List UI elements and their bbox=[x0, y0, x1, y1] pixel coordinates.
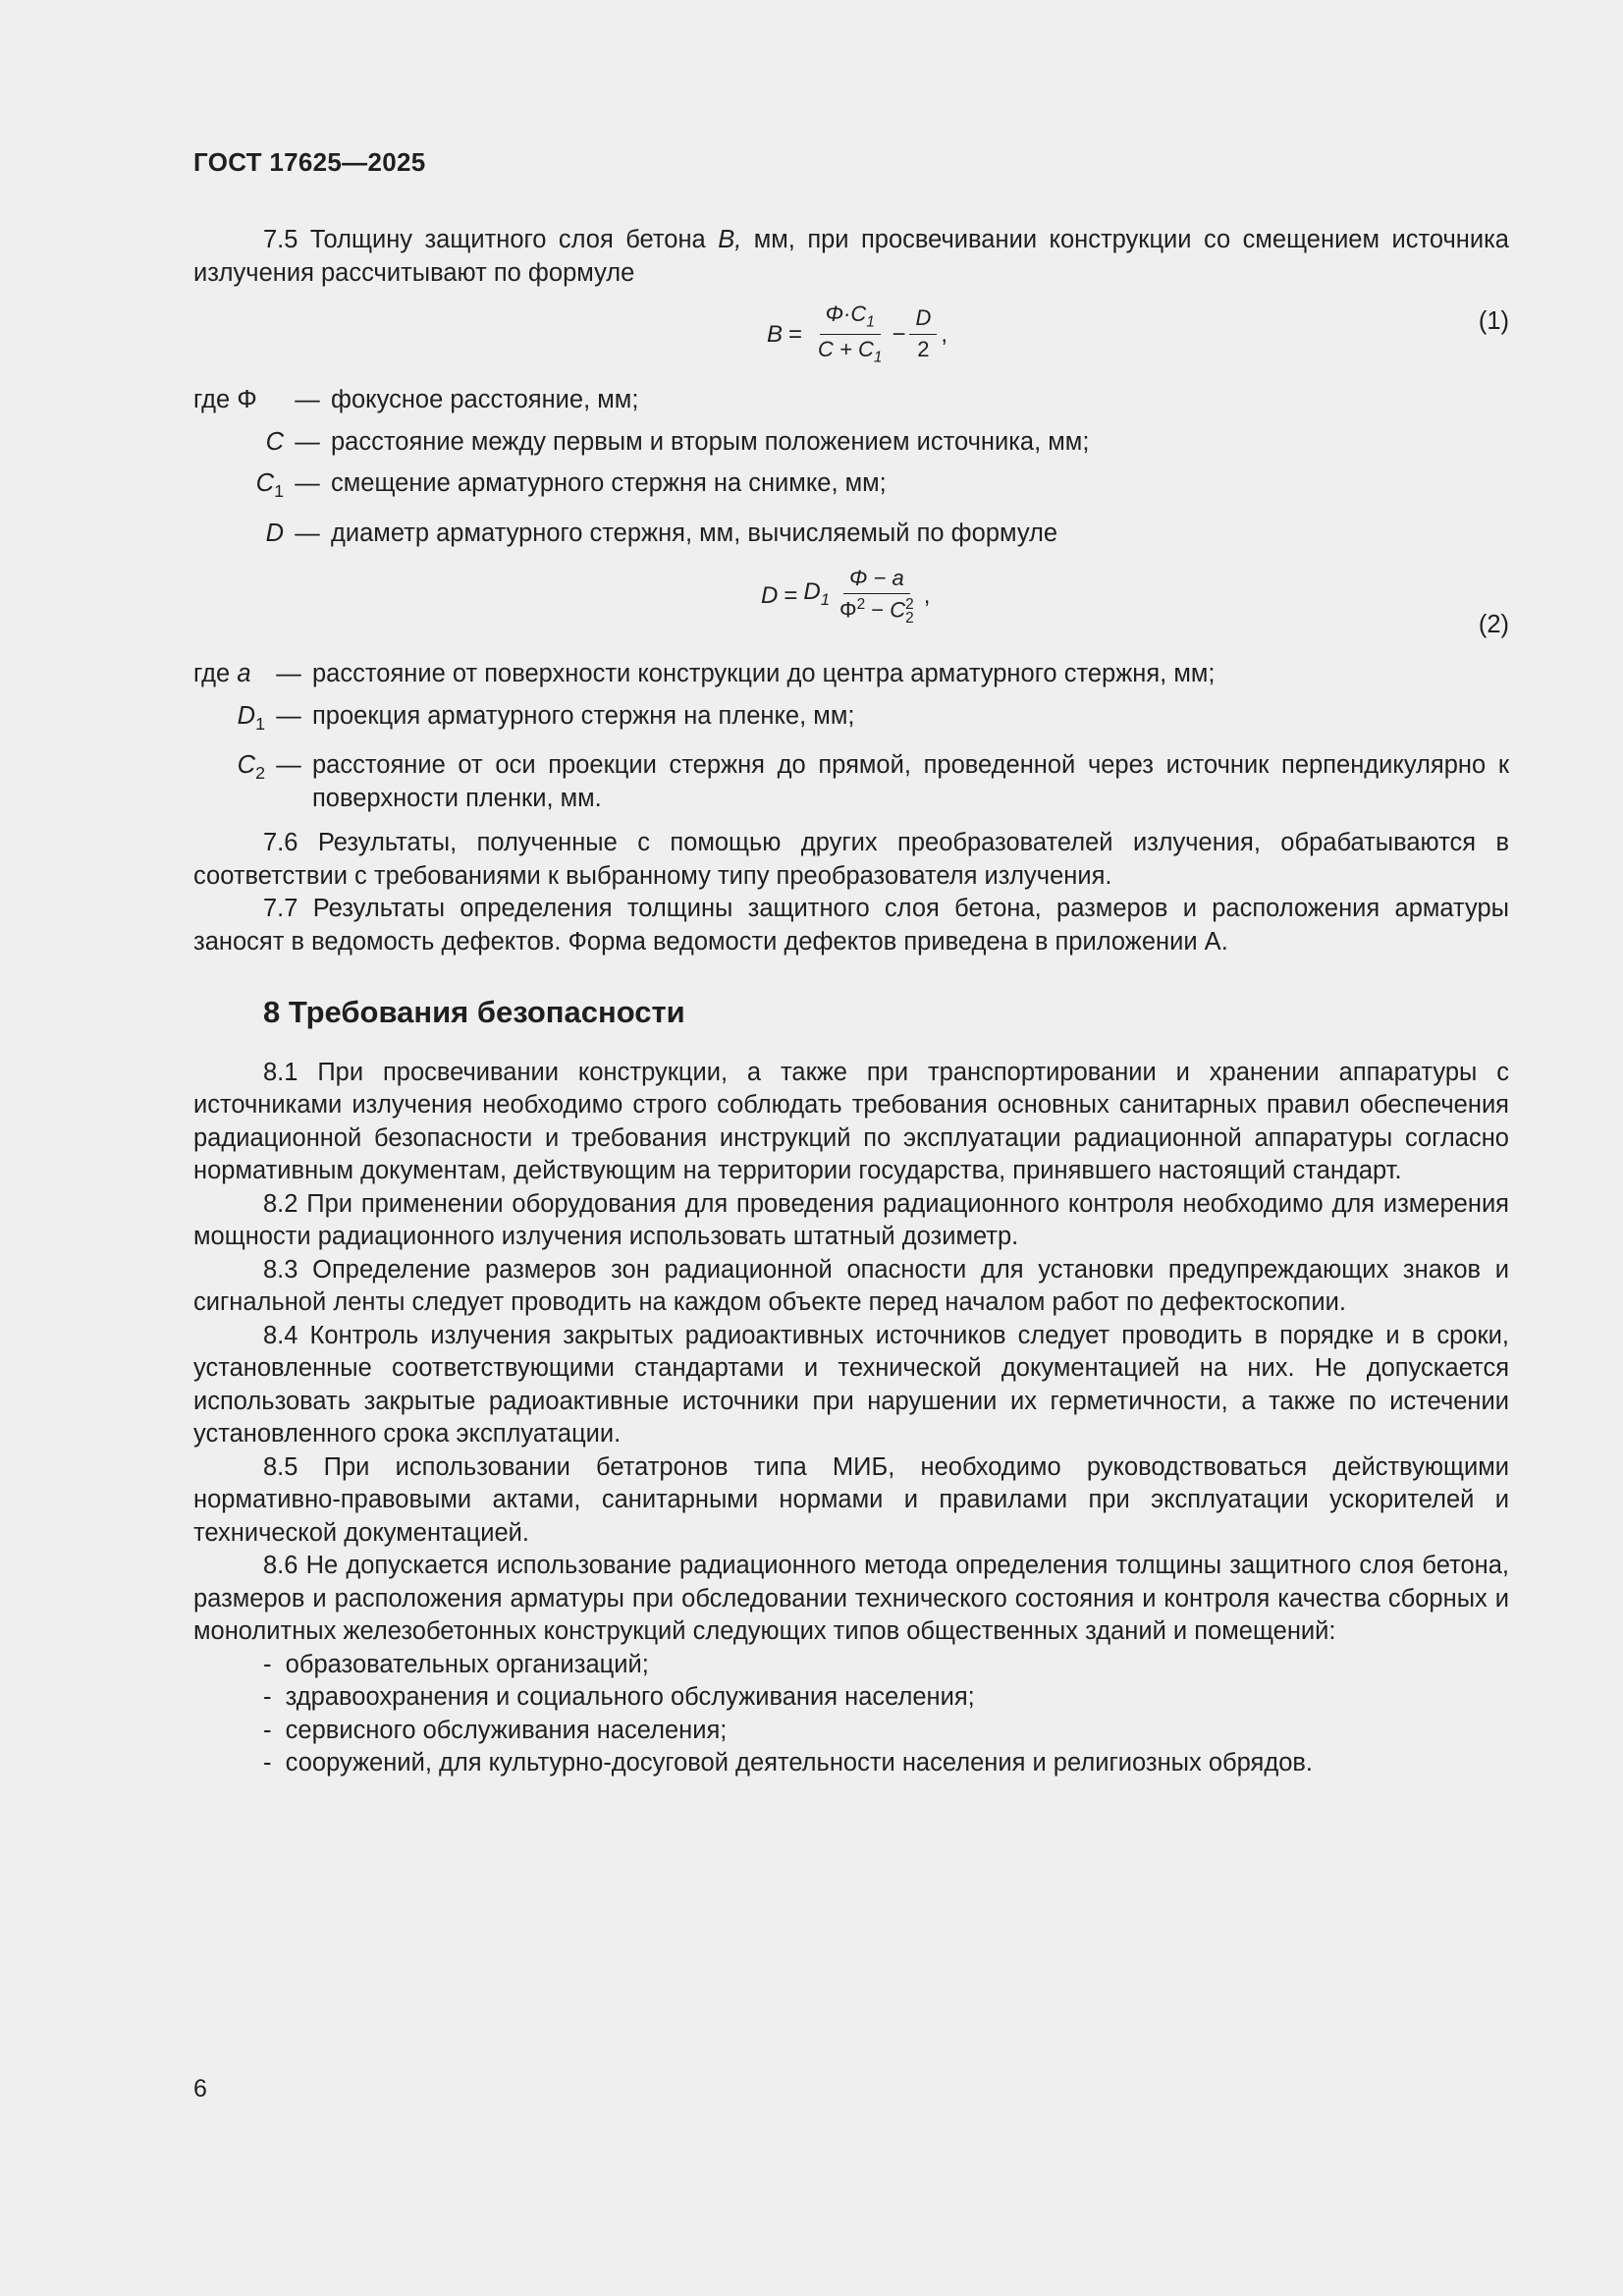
symbol: C bbox=[255, 469, 275, 497]
formula-comma: , bbox=[941, 320, 948, 348]
superscript: 2 bbox=[905, 596, 914, 614]
formula-2 bbox=[761, 566, 930, 626]
formula-factor bbox=[803, 575, 830, 616]
fraction bbox=[812, 301, 888, 367]
where-list-1 bbox=[193, 384, 1509, 550]
where-symbol bbox=[193, 658, 265, 691]
where-description: фокусное расстояние, мм; bbox=[331, 386, 639, 413]
clause-7-7: 7.7 Результаты определения толщины защитного слоя бетона, размеров и расположения арматуры заносят в ведомость дефектов. Форма ведомости дефектов приведена в приложении А. bbox=[193, 895, 1509, 956]
formula-1-row bbox=[193, 290, 1509, 378]
where-symbol bbox=[193, 467, 284, 509]
sub-sup bbox=[905, 598, 914, 626]
standard-code: ГОСТ 17625—2025 bbox=[193, 147, 426, 177]
symbol: D bbox=[237, 701, 256, 730]
denominator-term: Φ bbox=[839, 597, 857, 623]
dash: — bbox=[276, 701, 301, 730]
formula-2-row bbox=[193, 550, 1509, 648]
symbol: C bbox=[265, 427, 284, 456]
dash: — bbox=[276, 660, 301, 688]
page-content bbox=[193, 224, 1509, 1780]
where-symbol bbox=[193, 384, 284, 417]
variable: B, bbox=[718, 226, 742, 253]
fraction bbox=[909, 305, 937, 362]
dash: — bbox=[295, 427, 320, 456]
where-symbol bbox=[193, 426, 284, 460]
subscript: 1 bbox=[866, 313, 875, 331]
equation-number: (1) bbox=[1478, 307, 1509, 335]
subscript: 2 bbox=[255, 763, 265, 784]
equation-number: (2) bbox=[1478, 611, 1509, 639]
subscript: 1 bbox=[274, 481, 284, 502]
symbol: D bbox=[265, 519, 284, 547]
subscript: 1 bbox=[873, 349, 883, 366]
denominator bbox=[834, 594, 920, 625]
numerator-text: Φ·C bbox=[825, 301, 867, 326]
numerator: Φ − a bbox=[843, 566, 910, 594]
minus-sign: − bbox=[892, 320, 906, 348]
where-list-2 bbox=[193, 658, 1509, 815]
subscript: 2 bbox=[905, 610, 914, 627]
minus-sign: − bbox=[865, 597, 891, 623]
clause-text: 7.5 Толщину защитного слоя бетона bbox=[263, 226, 719, 253]
symbol: a bbox=[237, 660, 251, 688]
where-symbol bbox=[193, 700, 265, 741]
where-description: диаметр арматурного стержня, мм, вычисляемый по формуле bbox=[331, 519, 1058, 547]
clause-8-1: 8.1 При просвечивании конструкции, а также при транспортировании и хранении аппаратуры с источниками излучения необходимо строго соблюдать требования основных санитарных правил обеспечения радиационной безопасности и требования инструкций по эксплуатации радиационной аппаратуры согласно нормативным документам, действующим на территории государства, принявшего настоящий стандарт. bbox=[193, 1058, 1509, 1185]
numerator bbox=[820, 301, 881, 335]
superscript: 2 bbox=[856, 596, 866, 614]
numerator: D bbox=[909, 305, 937, 334]
dash: — bbox=[295, 386, 320, 413]
clause-8-4: 8.4 Контроль излучения закрытых радиоактивных источников следует проводить в порядке и в сроки, установленные соответствующими стандартами и технической документацией на них. Не допускается использовать закрытые радиоактивные источники при нарушении их герметичности, а также по истечении установленного срока эксплуатации. bbox=[193, 1321, 1509, 1449]
list-item: - сооружений, для культурно-досуговой деятельности населения и религиозных обрядов. bbox=[263, 1747, 1509, 1780]
subscript: 1 bbox=[820, 589, 831, 609]
denominator: 2 bbox=[917, 336, 930, 361]
where-symbol bbox=[193, 749, 265, 815]
equals-sign: = bbox=[788, 320, 803, 348]
equals-sign: = bbox=[784, 581, 798, 609]
list-item: - сервисного обслуживания населения; bbox=[263, 1715, 1509, 1748]
clause-8-3: 8.3 Определение размеров зон радиационной опасности для установки предупреждающих знаков и сигнальной ленты следует проводить на каждом объекте перед началом работ по дефектоскопии. bbox=[193, 1255, 1509, 1317]
clause-7-6: 7.6 Результаты, полученные с помощью других преобразователей излучения, обрабатываются в соответствии с требованиями к выбранному типу преобразователя излучения. bbox=[193, 829, 1509, 890]
denominator-text: C + C bbox=[818, 336, 874, 361]
where-description: расстояние от поверхности конструкции до центра арматурного стержня, мм; bbox=[312, 660, 1216, 688]
where-description: расстояние между первым и вторым положением источника, мм; bbox=[331, 427, 1090, 456]
symbol: Φ bbox=[237, 386, 257, 413]
building-types-list bbox=[193, 1649, 1509, 1780]
dash: — bbox=[295, 469, 320, 497]
formula-comma: , bbox=[923, 581, 931, 609]
denominator-term: C bbox=[890, 597, 906, 623]
formula-lhs: D bbox=[761, 581, 779, 609]
where-prefix: где bbox=[193, 386, 238, 413]
formula-1 bbox=[767, 301, 947, 367]
where-description: смещение арматурного стержня на снимке, мм; bbox=[331, 469, 887, 497]
clause-8-5: 8.5 При использовании бетатронов типа МИБ, необходимо руководствоваться действующими нормативно-правовыми актами, санитарными нормами и правилами при эксплуатации ускорителей и технической документацией. bbox=[193, 1452, 1509, 1547]
page-number: 6 bbox=[193, 2075, 207, 2103]
list-item: - образовательных организаций; bbox=[263, 1649, 1509, 1682]
clause-8-2: 8.2 При применении оборудования для проведения радиационного контроля необходимо для измерения мощности радиационного излучения использовать штатный дозиметр. bbox=[193, 1189, 1509, 1251]
clause-8-6: 8.6 Не допускается использование радиационного метода определения толщины защитного слоя бетона, размеров и расположения арматуры при обследовании технического состояния и контроля качества сборных и монолитных железобетонных конструкций следующих типов общественных зданий и помещений: bbox=[193, 1552, 1509, 1646]
where-description: проекция арматурного стержня на пленке, мм; bbox=[312, 701, 855, 730]
where-prefix: где bbox=[193, 660, 238, 688]
where-symbol bbox=[193, 518, 284, 551]
list-item: - здравоохранения и социального обслуживания населения; bbox=[263, 1681, 1509, 1715]
denominator bbox=[812, 335, 888, 367]
section-8-title: 8 Требования безопасности bbox=[263, 995, 685, 1030]
factor-symbol: D bbox=[803, 577, 821, 605]
where-description: расстояние от оси проекции стержня до прямой, проведенной через источник перпендикулярно к поверхности пленки, мм. bbox=[312, 751, 1509, 812]
fraction bbox=[834, 566, 920, 626]
symbol: C bbox=[237, 751, 256, 780]
subscript: 1 bbox=[255, 713, 265, 734]
clause-text: мм, при просвечивании конструкции со смещением источника излучения рассчитывают по формуле bbox=[193, 226, 1509, 287]
dash: — bbox=[295, 519, 320, 547]
formula-lhs: B bbox=[767, 320, 784, 348]
dash: — bbox=[276, 751, 301, 780]
clause-7-5 bbox=[193, 224, 1509, 290]
